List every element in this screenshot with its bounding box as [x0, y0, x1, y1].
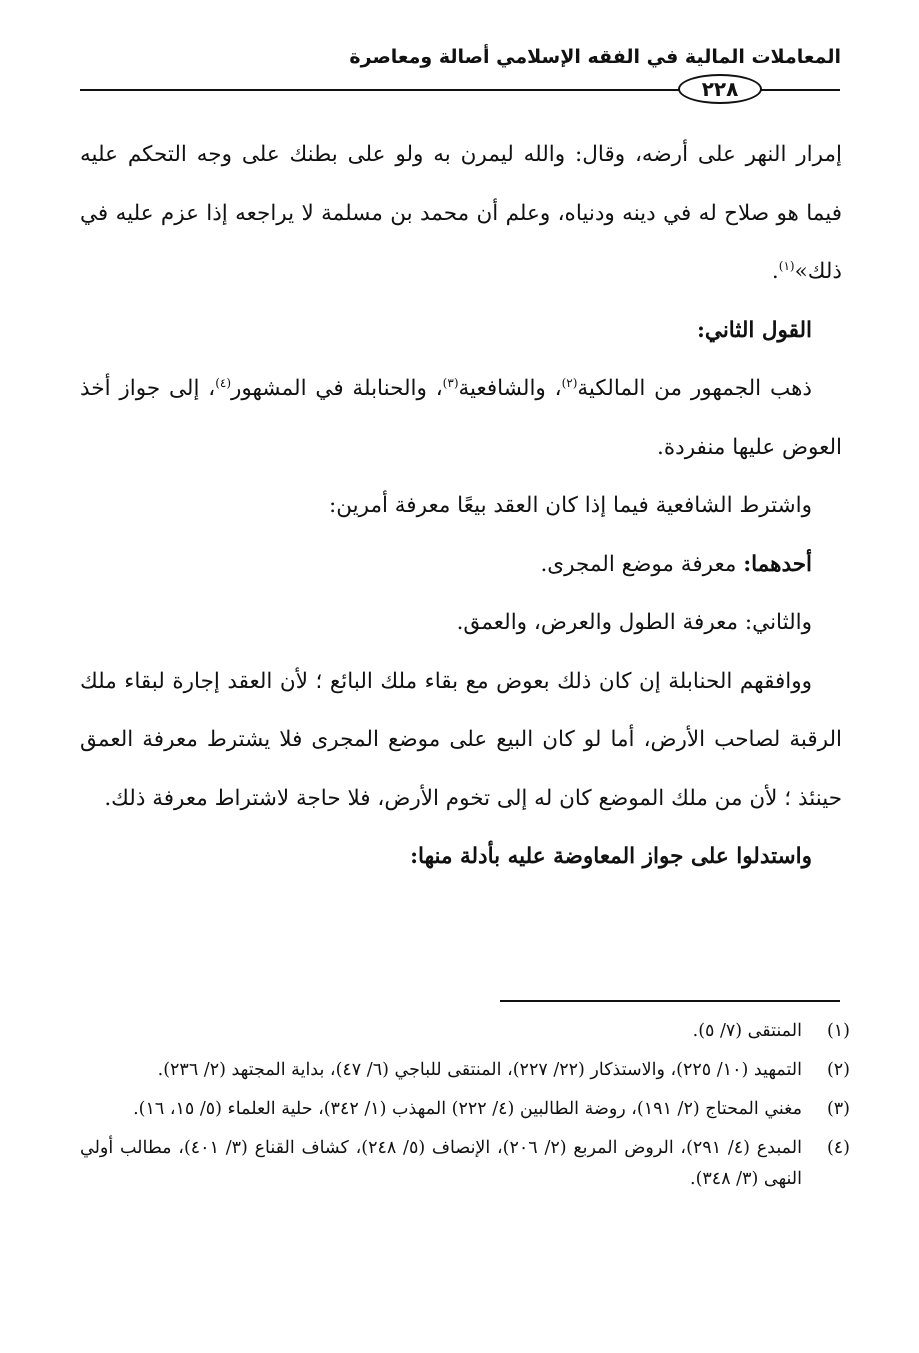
footnote-number: (٢) — [826, 1060, 850, 1080]
paragraph-text: ، والشافعية — [458, 376, 562, 401]
page-number: ٢٢٨ — [678, 74, 762, 104]
section-heading: واستدلوا على جواز المعاوضة عليه بأدلة منها: — [410, 844, 812, 869]
footnote-separator — [500, 1000, 840, 1002]
footnote-number: (٣) — [826, 1099, 850, 1119]
footnote-marker: (٣) — [442, 375, 459, 390]
paragraph: واشترط الشافعية فيما إذا كان العقد بيعًا معرفة أمرين: — [329, 493, 812, 518]
footnote-number: (٤) — [826, 1138, 850, 1158]
paragraph — [80, 536, 842, 595]
paragraph-text: ذهب الجمهور من المالكية — [577, 376, 812, 401]
paragraph-text: ، والحنابلة في المشهور — [231, 376, 443, 401]
footnote-text: مغني المحتاج (٢/ ١٩١)، روضة الطالبين (٤/ ٢٢٢) المهذب (١/ ٣٤٢)، حلية العلماء (٥/ ١٥، ١٦). — [133, 1099, 802, 1119]
footnote — [80, 1016, 850, 1047]
paragraph-text: معرفة موضع المجرى. — [540, 551, 744, 577]
footnote-text: المبدع (٤/ ٢٩١)، الروض المربع (٢/ ٢٠٦)، الإنصاف (٥/ ٢٤٨)، كشاف القناع (٣/ ٤٠١)، مطالب أولي النهى (٣/ ٣٤٨). — [80, 1138, 802, 1189]
paragraph: ووافقهم الحنابلة إن كان ذلك بعوض مع بقاء ملك البائع ؛ لأن العقد إجارة لبقاء ملك الرقبة لصاحب الأرض، أما لو كان البيع على موضع المجرى فلا يشترط معرفة العمق حينئذ ؛ لأن من ملك الموضع كان له إلى تخوم الأرض، فلا حاجة لاشتراط معرفة ذلك. — [80, 668, 842, 811]
item-label: أحدهما: — [743, 551, 812, 577]
header-rule — [80, 89, 680, 91]
footnote-text: المنتقى (٧/ ٥). — [692, 1021, 802, 1041]
paragraph-text: ، إلى جواز أخذ العوض عليها منفردة. — [80, 376, 842, 460]
running-title: المعاملات المالية في الفقه الإسلامي أصالة ومعاصرة — [349, 46, 841, 68]
footnote-text: التمهيد (١٠/ ٢٢٥)، والاستذكار (٢٢/ ٢٢٧)، المنتقى للباجي (٦/ ٤٧)، بداية المجتهد (٢/ ٢٣٦). — [157, 1060, 802, 1080]
footnote-marker: (١) — [778, 258, 795, 273]
footnote — [80, 1094, 850, 1125]
footnote-marker: (٢) — [561, 375, 578, 390]
main-text — [80, 126, 842, 887]
footnote — [80, 1055, 850, 1086]
paragraph-text: إمرار النهر على أرضه، وقال: والله ليمرن به ولو على بطنك على وجه التحكم عليه فيما هو صلاح له في دينه ودنياه، وعلم أن محمد بن مسلمة لا يراجعه إذا عزم عليه في ذلك» — [80, 142, 842, 284]
header-rule — [760, 89, 840, 91]
paragraph — [80, 126, 842, 302]
paragraph-text: . — [771, 259, 779, 284]
paragraph — [80, 360, 842, 477]
footnotes — [80, 1016, 850, 1203]
footnote-number: (١) — [826, 1021, 850, 1041]
footnote-marker: (٤) — [215, 375, 232, 390]
paragraph: والثاني: معرفة الطول والعرض، والعمق. — [456, 610, 812, 635]
section-heading: القول الثاني: — [696, 317, 812, 343]
footnote — [80, 1133, 850, 1195]
